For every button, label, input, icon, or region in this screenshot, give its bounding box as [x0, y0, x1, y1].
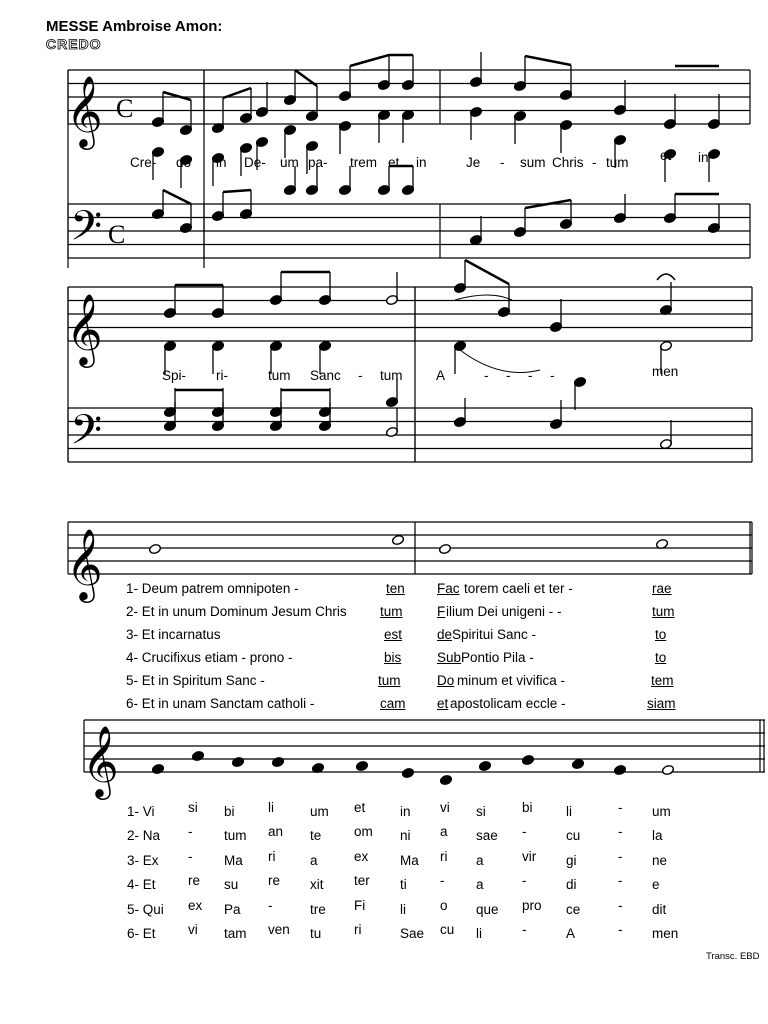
- lyric-syllable: Sanc: [310, 368, 341, 383]
- chant-syllable: dit: [652, 902, 667, 917]
- staff-4: [84, 720, 765, 772]
- psalm-segment: rae: [652, 581, 672, 596]
- note: [385, 408, 398, 438]
- note: [338, 166, 351, 196]
- note: [355, 760, 368, 771]
- chant-syllable: -: [188, 849, 193, 864]
- lyric-syllable: trem: [350, 155, 377, 170]
- chant-syllable: e: [652, 877, 660, 892]
- lyric-syllable: et: [388, 155, 400, 170]
- lyric-syllable: tum: [268, 368, 291, 383]
- chant-syllable: ter: [354, 873, 370, 888]
- psalm-segment: Fac: [437, 581, 460, 596]
- chant-syllable: vi: [440, 800, 450, 815]
- note: [283, 124, 296, 158]
- chant-syllable: ex: [188, 898, 203, 913]
- lyric-syllable: A: [436, 368, 446, 383]
- lyric-syllable: in: [698, 150, 709, 165]
- chant-syllable: a: [440, 824, 448, 839]
- lyric-syllable: -: [528, 368, 533, 383]
- chant-syllable: tum: [224, 828, 247, 843]
- note: [453, 340, 466, 374]
- lyric-syllable: -: [358, 368, 363, 383]
- chant-syllable: re: [268, 873, 281, 888]
- note: [151, 190, 164, 220]
- bass-clef-icon: 𝄢: [70, 406, 103, 464]
- chant-syllable: que: [476, 902, 499, 917]
- chant-syllable: in: [400, 804, 411, 819]
- note: [401, 55, 414, 91]
- chant-syllable: an: [268, 824, 284, 839]
- psalm-segment: torem caeli et ter -: [464, 581, 573, 596]
- note: [521, 754, 534, 765]
- chant-syllable: um: [652, 804, 671, 819]
- lyric-syllable: in: [416, 155, 427, 170]
- psalm-segment: ten: [386, 581, 405, 596]
- chant-syllable: li: [476, 926, 482, 941]
- chant-syllable: o: [440, 898, 448, 913]
- chant-syllable: ne: [652, 853, 668, 868]
- psalm-segment: Pontio Pila -: [461, 650, 534, 665]
- note: [377, 109, 390, 143]
- lyric-syllable: tum: [380, 368, 403, 383]
- note: [513, 110, 526, 144]
- note: [391, 534, 404, 545]
- page-title: MESSE Ambroise Amon:: [46, 18, 223, 35]
- psalm-segment: tem: [651, 673, 674, 688]
- chant-syllable: bi: [522, 800, 533, 815]
- chant-syllable: -: [188, 824, 193, 839]
- note: [439, 774, 452, 785]
- page-subtitle: CREDO: [46, 36, 102, 52]
- chant-syllable: tu: [310, 926, 322, 941]
- chant-syllable: te: [310, 828, 322, 843]
- treble-clef-icon: 𝄞: [66, 527, 103, 600]
- chant-syllable: la: [652, 828, 663, 843]
- note: [211, 285, 224, 319]
- psalm-segment: F: [437, 604, 446, 619]
- note: [179, 204, 192, 234]
- note: [401, 109, 414, 143]
- chant-syllable: ven: [268, 922, 290, 937]
- staff-3: [68, 522, 752, 574]
- chant-syllable: vi: [188, 922, 198, 937]
- note: [549, 299, 562, 333]
- note: [377, 166, 390, 196]
- chant-syllable: 2- Na: [127, 828, 161, 843]
- chant-syllable: ri: [440, 849, 448, 864]
- psalm-segment: 6- Et in unam Sanctam catholi -: [126, 696, 315, 711]
- chant-syllable: et: [354, 800, 366, 815]
- note: [613, 80, 626, 116]
- treble-clef-icon: 𝄞: [66, 292, 103, 365]
- chant-syllable: A: [566, 926, 576, 941]
- chant-syllable: Ma: [400, 853, 419, 868]
- lyric-syllable: -: [592, 155, 597, 170]
- time-signature-bass: C: [108, 220, 126, 249]
- chant-syllable: bi: [224, 804, 235, 819]
- lyric-syllable: sum: [520, 155, 546, 170]
- chant-syllable: 5- Qui: [127, 902, 164, 917]
- note: [707, 148, 720, 182]
- lyric-syllable: Cre-: [130, 155, 157, 170]
- note: [707, 94, 720, 130]
- note: [513, 208, 526, 238]
- psalm-segment: ilium Dei unigeni - -: [446, 604, 562, 619]
- psalm-segment: 4- Crucifixus etiam - prono -: [126, 650, 293, 665]
- chant-syllable: li: [400, 902, 406, 917]
- lyric-syllable: in: [216, 155, 227, 170]
- psalm-segment: 5- Et in Spiritum Sanc -: [126, 673, 265, 688]
- chant-syllable: si: [476, 804, 486, 819]
- chant-syllable: a: [476, 877, 484, 892]
- note: [613, 194, 626, 224]
- lyric-syllable: um: [280, 155, 299, 170]
- chant-syllable: -: [522, 824, 527, 839]
- chant-syllable: ce: [566, 902, 581, 917]
- note: [559, 119, 572, 153]
- note: [318, 272, 331, 306]
- note: [255, 82, 268, 118]
- chant-syllable: ti: [400, 877, 407, 892]
- psalm-segment: to: [655, 650, 667, 665]
- lyric-syllable: pa-: [308, 155, 328, 170]
- chant-syllable: 6- Et: [127, 926, 156, 941]
- lyric-syllable: -: [484, 368, 489, 383]
- chant-syllable: vir: [522, 849, 537, 864]
- lyric-syllable: -: [500, 155, 505, 170]
- psalm-segment: apostolicam eccle -: [450, 696, 566, 711]
- psalm-segment: to: [655, 627, 667, 642]
- chant-syllable: -: [618, 873, 623, 888]
- psalm-segment: cam: [380, 696, 406, 711]
- psalm-segment: et: [437, 696, 449, 711]
- lyric-syllable: Spi-: [162, 368, 187, 383]
- psalm-segment: tum: [380, 604, 403, 619]
- lyric-syllable: -: [550, 368, 555, 383]
- chant-syllable: Ma: [224, 853, 243, 868]
- lyric-syllable: tum: [606, 155, 629, 170]
- note: [211, 98, 224, 134]
- treble-clef-icon: 𝄞: [66, 74, 103, 147]
- time-signature-treble: C: [116, 94, 134, 123]
- lyric-syllable: ri-: [216, 368, 228, 383]
- note: [283, 166, 296, 196]
- chant-syllable: -: [268, 898, 273, 913]
- note: [385, 272, 398, 306]
- note: [438, 543, 451, 554]
- note: [573, 376, 586, 410]
- chant-syllable: um: [310, 804, 329, 819]
- psalm-segment: siam: [647, 696, 676, 711]
- psalm-segment: Spiritui Sanc -: [452, 627, 537, 642]
- note: [191, 750, 204, 761]
- chant-syllable: -: [618, 898, 623, 913]
- chant-syllable: 1- Vi: [127, 804, 155, 819]
- chant-syllable: men: [652, 926, 679, 941]
- psalm-segment: 2- Et in unum Dominum Jesum Chris: [126, 604, 347, 619]
- chant-syllable: -: [440, 873, 445, 888]
- chant-syllable: si: [188, 800, 198, 815]
- treble-clef-icon: 𝄞: [82, 724, 119, 797]
- transcription-credit: Transc. EBD: [706, 951, 760, 962]
- note: [148, 543, 161, 554]
- note: [239, 190, 252, 220]
- chant-syllable: li: [566, 804, 572, 819]
- chant-syllable: ri: [354, 922, 362, 937]
- note: [663, 94, 676, 130]
- note: [513, 56, 526, 92]
- note: [571, 758, 584, 769]
- chant-syllable: xit: [310, 877, 324, 892]
- chant-syllable: -: [618, 800, 623, 815]
- note: [271, 756, 284, 767]
- psalm-segment: tum: [378, 673, 401, 688]
- psalm-segment: Do: [437, 673, 455, 688]
- chant-syllable: om: [354, 824, 373, 839]
- note: [663, 194, 676, 224]
- note: [151, 763, 164, 774]
- chant-syllable: pro: [522, 898, 542, 913]
- note: [338, 120, 351, 154]
- note: [283, 70, 296, 106]
- chant-syllable: 3- Ex: [127, 853, 159, 868]
- note: [401, 166, 414, 196]
- note: [661, 764, 674, 775]
- chant-syllable: a: [310, 853, 318, 868]
- psalm-segment: minum et vivifica -: [457, 673, 566, 688]
- lyric-syllable: men: [652, 364, 679, 379]
- chant-syllable: -: [618, 849, 623, 864]
- chant-syllable: re: [188, 873, 201, 888]
- chant-syllable: cu: [566, 828, 581, 843]
- staff-1-bass: [68, 204, 750, 258]
- psalm-segment: 3- Et incarnatus: [126, 627, 221, 642]
- chant-syllable: di: [566, 877, 577, 892]
- chant-syllable: -: [522, 922, 527, 937]
- chant-syllable: -: [618, 824, 623, 839]
- lyric-syllable: -: [506, 368, 511, 383]
- note: [377, 55, 390, 91]
- note: [478, 760, 491, 771]
- lyric-syllable: et: [660, 148, 672, 163]
- chant-syllable: su: [224, 877, 239, 892]
- bass-clef-icon: 𝄢: [70, 202, 103, 260]
- note: [707, 204, 720, 234]
- note: [239, 88, 252, 124]
- psalm-segment: bis: [384, 650, 402, 665]
- note: [179, 100, 192, 136]
- chant-syllable: -: [522, 873, 527, 888]
- chant-syllable: -: [618, 922, 623, 937]
- note: [453, 398, 466, 428]
- chant-syllable: tre: [310, 902, 326, 917]
- chant-syllable: tam: [224, 926, 247, 941]
- note: [613, 764, 626, 775]
- chant-syllable: a: [476, 853, 484, 868]
- note: [453, 260, 466, 294]
- note: [549, 400, 562, 430]
- psalm-segment: 1- Deum patrem omnipoten -: [126, 581, 299, 596]
- note: [469, 106, 482, 140]
- chant-syllable: Fi: [354, 898, 366, 913]
- note: [163, 285, 176, 319]
- psalm-segment: tum: [652, 604, 675, 619]
- chant-syllable: ex: [354, 849, 369, 864]
- chant-syllable: cu: [440, 922, 455, 937]
- chant-syllable: Pa: [224, 902, 241, 917]
- lyric-syllable: do: [176, 155, 192, 170]
- chant-syllable: li: [268, 800, 274, 815]
- chant-syllable: Sae: [400, 926, 425, 941]
- note: [211, 192, 224, 222]
- chant-syllable: gi: [566, 853, 577, 868]
- note: [269, 272, 282, 306]
- chant-syllable: ni: [400, 828, 411, 843]
- psalm-segment: est: [384, 627, 403, 642]
- note: [305, 86, 318, 122]
- lyric-syllable: Je: [466, 155, 481, 170]
- psalm-segment: Sub: [437, 650, 462, 665]
- lyric-syllable: De-: [244, 155, 266, 170]
- note: [401, 767, 414, 778]
- lyric-syllable: Chris: [552, 155, 584, 170]
- psalm-segment: de: [437, 627, 453, 642]
- note: [231, 756, 244, 767]
- chant-syllable: ri: [268, 849, 276, 864]
- chant-syllable: 4- Et: [127, 877, 156, 892]
- chant-syllable: sae: [476, 828, 498, 843]
